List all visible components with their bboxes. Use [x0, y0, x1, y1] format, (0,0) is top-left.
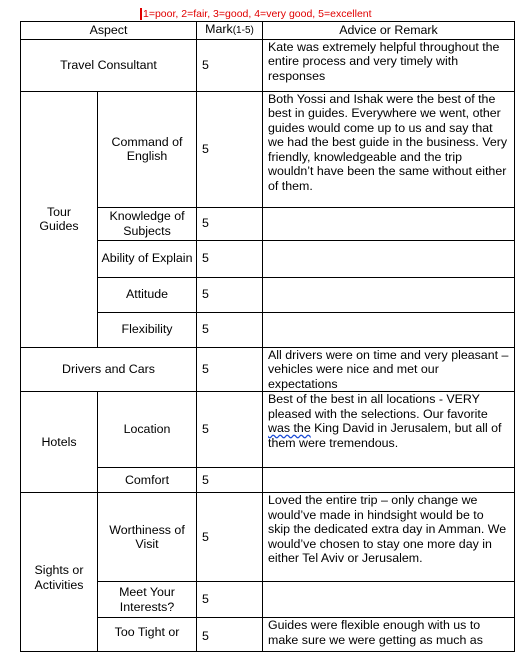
remark-cell[interactable]: Kate was extremely helpful throughout the entire process and very timely with responses: [263, 39, 515, 91]
aspect-drivers-and-cars: Drivers and Cars: [21, 347, 197, 392]
table-row: [21, 91, 515, 207]
sub-aspect-attitude: Attitude: [98, 277, 197, 312]
aspect-sights-or-activities: [21, 493, 98, 652]
mark-cell[interactable]: 5: [197, 493, 263, 582]
aspect-label: Tour Guides: [39, 204, 79, 233]
table-row: [21, 493, 515, 582]
table-row: [21, 39, 515, 91]
mark-cell[interactable]: 5: [197, 392, 263, 468]
aspect-label: Sights or Activities: [34, 563, 84, 592]
remark-cell[interactable]: Both Yossi and Ishak were the best of the best in guides. Everywhere we went, other guides would come up to us and say that we had the best guide in the business. Very friendly, knowledgeable and the trip wouldn’t have been the same without either of them.: [263, 91, 515, 207]
mark-cell[interactable]: 5: [197, 91, 263, 207]
mark-cell[interactable]: 5: [197, 39, 263, 91]
header-mark-label: Mark: [205, 22, 233, 36]
header-mark: [197, 22, 263, 40]
rating-legend: [140, 8, 440, 21]
table-row: [21, 392, 515, 468]
rating-legend-text: 1=poor, 2=fair, 3=good, 4=very good, 5=excellent: [143, 8, 372, 20]
sub-aspect-knowledge-of-subjects: Knowledge of Subjects: [98, 207, 197, 240]
table-row: [21, 347, 515, 392]
header-row: [21, 22, 515, 40]
mark-cell[interactable]: 5: [197, 207, 263, 240]
remark-text: King David in Jerusalem, but all of them were tremendous.: [268, 421, 502, 450]
remark-cell[interactable]: Loved the entire trip – only change we would’ve made in hindsight would be to skip the dedicated extra day in Amman. We would’ve chosen to stay one more day in either Tel Aviv or Jerusalem.: [263, 493, 515, 582]
remark-cell[interactable]: [263, 312, 515, 347]
aspect-travel-consultant: Travel Consultant: [21, 39, 197, 91]
remark-text: Best of the best in all locations - VERY pleased with the selections. Our favorite: [268, 392, 488, 421]
header-mark-range: (1-5): [232, 25, 254, 36]
mark-cell[interactable]: 5: [197, 618, 263, 652]
mark-cell[interactable]: 5: [197, 347, 263, 392]
header-remark: Advice or Remark: [263, 22, 515, 40]
mark-cell[interactable]: 5: [197, 582, 263, 618]
text-cursor: [140, 8, 142, 20]
sub-aspect-location: Location: [98, 392, 197, 468]
sub-aspect-worthiness-of-visit: Worthiness of Visit: [98, 493, 197, 582]
remark-cell[interactable]: [263, 240, 515, 277]
aspect-hotels: Hotels: [21, 392, 98, 493]
mark-cell[interactable]: 5: [197, 312, 263, 347]
remark-cell[interactable]: [263, 392, 515, 468]
sub-aspect-comfort: Comfort: [98, 468, 197, 493]
aspect-tour-guides: [21, 91, 98, 347]
remark-cell[interactable]: [263, 468, 515, 493]
remark-cell[interactable]: [263, 207, 515, 240]
sub-aspect-command-of-english: Command of English: [98, 91, 197, 207]
feedback-table: [20, 21, 515, 652]
remark-cell[interactable]: [263, 582, 515, 618]
spelling-underline: was the: [268, 421, 311, 435]
sub-aspect-flexibility: Flexibility: [98, 312, 197, 347]
header-aspect: Aspect: [21, 22, 197, 40]
remark-cell[interactable]: All drivers were on time and very pleasant – vehicles were nice and met our expectations: [263, 347, 515, 392]
sub-aspect-too-tight: Too Tight or: [98, 618, 197, 652]
remark-cell[interactable]: [263, 277, 515, 312]
mark-cell[interactable]: 5: [197, 240, 263, 277]
mark-cell[interactable]: 5: [197, 277, 263, 312]
mark-cell[interactable]: 5: [197, 468, 263, 493]
sub-aspect-meet-your-interests: Meet Your Interests?: [98, 582, 197, 618]
sub-aspect-ability-to-explain: Ability of Explain: [98, 240, 197, 277]
remark-cell[interactable]: Guides were flexible enough with us to make sure we were getting as much as: [263, 618, 515, 652]
